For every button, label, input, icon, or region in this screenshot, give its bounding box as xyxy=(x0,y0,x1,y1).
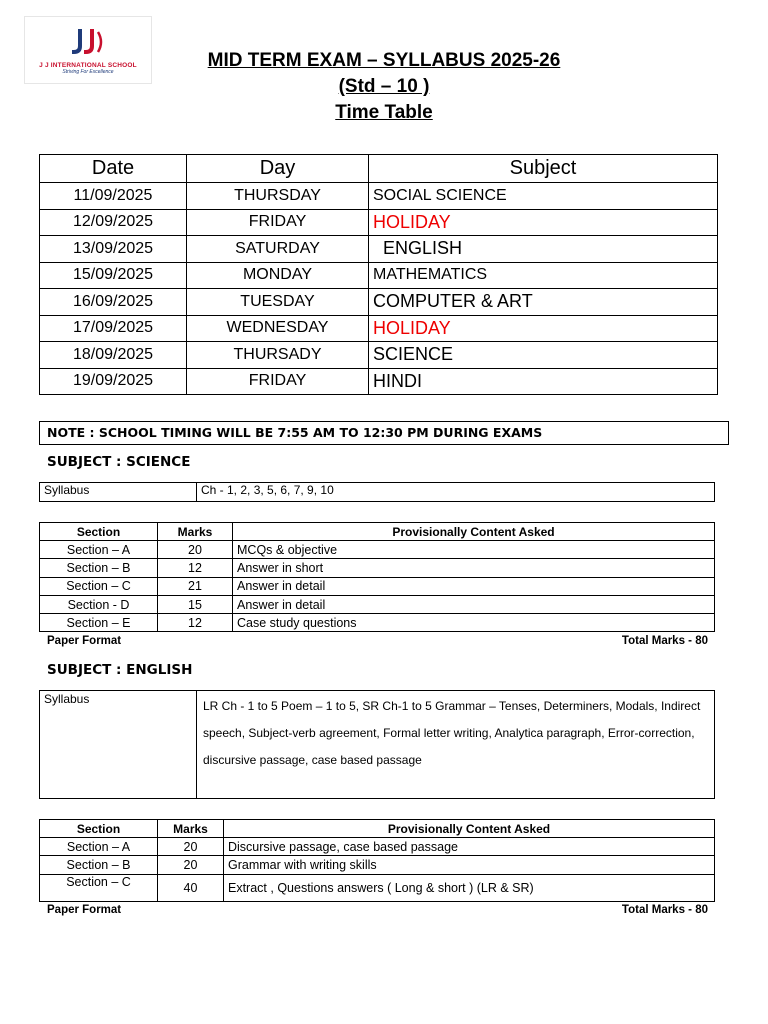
title-line-2: (Std – 10 ) xyxy=(338,76,430,97)
row-subject: COMPUTER & ART xyxy=(369,289,718,316)
english-syllabus-table xyxy=(39,690,715,799)
row-day: SATURDAY xyxy=(187,236,369,263)
table-row xyxy=(40,577,715,595)
table-row xyxy=(40,183,718,210)
row-date: 11/09/2025 xyxy=(40,183,187,210)
syllabus-label: Syllabus xyxy=(40,691,197,799)
row-date: 16/09/2025 xyxy=(40,289,187,316)
section-name: Section – B xyxy=(40,559,158,577)
timetable-header-row xyxy=(40,155,718,183)
table-row xyxy=(40,209,718,236)
col-header-marks: Marks xyxy=(158,523,233,541)
section-marks: 12 xyxy=(158,614,233,632)
title-line-3: Time Table xyxy=(335,102,433,123)
table-row xyxy=(40,838,715,856)
section-name: Section - D xyxy=(40,595,158,613)
title-line-1: MID TERM EXAM – SYLLABUS 2025-26 xyxy=(207,50,561,71)
row-subject: MATHEMATICS xyxy=(369,262,718,289)
section-name: Section – E xyxy=(40,614,158,632)
col-header-content: Provisionally Content Asked xyxy=(224,820,715,838)
section-name: Section – A xyxy=(40,838,158,856)
row-date: 17/09/2025 xyxy=(40,315,187,342)
syllabus-value: Ch - 1, 2, 3, 5, 6, 7, 9, 10 xyxy=(197,483,715,502)
syllabus-label: Syllabus xyxy=(40,483,197,502)
table-row xyxy=(40,289,718,316)
science-sections-table xyxy=(39,522,715,632)
section-marks: 20 xyxy=(158,856,224,874)
section-content: Answer in detail xyxy=(233,595,715,613)
row-day: FRIDAY xyxy=(187,368,369,395)
section-name: Section – A xyxy=(40,541,158,559)
section-content: Grammar with writing skills xyxy=(224,856,715,874)
col-header-subject: Subject xyxy=(369,155,718,183)
science-heading: SUBJECT : SCIENCE xyxy=(47,454,191,470)
section-content: Answer in detail xyxy=(233,577,715,595)
section-content: MCQs & objective xyxy=(233,541,715,559)
section-name: Section – B xyxy=(40,856,158,874)
col-header-marks: Marks xyxy=(158,820,224,838)
col-header-content: Provisionally Content Asked xyxy=(233,523,715,541)
table-row xyxy=(40,368,718,395)
row-subject: SCIENCE xyxy=(369,342,718,369)
col-header-section: Section xyxy=(40,820,158,838)
english-sections-table xyxy=(39,819,715,902)
table-row xyxy=(40,874,715,901)
science-paper-format: Paper Format xyxy=(47,635,122,647)
row-subject-holiday: HOLIDAY xyxy=(369,315,718,342)
section-name: Section – C xyxy=(40,577,158,595)
row-subject: SOCIAL SCIENCE xyxy=(369,183,718,210)
section-marks: 15 xyxy=(158,595,233,613)
table-row xyxy=(40,614,715,632)
table-row xyxy=(40,595,715,613)
table-row xyxy=(40,483,715,502)
row-subject: HINDI xyxy=(369,368,718,395)
logo-tagline: Striving For Excellence xyxy=(62,68,114,75)
row-subject-holiday: HOLIDAY xyxy=(369,209,718,236)
col-header-section: Section xyxy=(40,523,158,541)
english-paper-format: Paper Format xyxy=(47,904,122,916)
science-syllabus-table xyxy=(39,482,715,502)
table-row xyxy=(40,691,715,799)
row-date: 15/09/2025 xyxy=(40,262,187,289)
table-row xyxy=(40,236,718,263)
table-row xyxy=(40,541,715,559)
section-content: Answer in short xyxy=(233,559,715,577)
table-row xyxy=(40,342,718,369)
row-day: THURSDAY xyxy=(187,183,369,210)
row-date: 19/09/2025 xyxy=(40,368,187,395)
row-date: 18/09/2025 xyxy=(40,342,187,369)
english-total-marks: Total Marks - 80 xyxy=(621,904,708,916)
table-row xyxy=(40,315,718,342)
row-day: FRIDAY xyxy=(187,209,369,236)
section-marks: 20 xyxy=(158,838,224,856)
section-content: Extract , Questions answers ( Long & short ) (LR & SR) xyxy=(224,874,715,901)
section-name: Section – C xyxy=(40,874,158,901)
logo-school-name: J J INTERNATIONAL SCHOOL xyxy=(39,61,137,69)
row-day: WEDNESDAY xyxy=(187,315,369,342)
row-date: 13/09/2025 xyxy=(40,236,187,263)
row-day: MONDAY xyxy=(187,262,369,289)
exam-timing-note: NOTE : SCHOOL TIMING WILL BE 7:55 AM TO 12:30 PM DURING EXAMS xyxy=(39,421,729,445)
table-header-row xyxy=(40,523,715,541)
row-date: 12/09/2025 xyxy=(40,209,187,236)
row-subject: ENGLISH xyxy=(369,236,718,263)
section-marks: 40 xyxy=(158,874,224,901)
section-content: Case study questions xyxy=(233,614,715,632)
table-row xyxy=(40,856,715,874)
col-header-day: Day xyxy=(187,155,369,183)
row-day: THURSADY xyxy=(187,342,369,369)
section-marks: 21 xyxy=(158,577,233,595)
col-header-date: Date xyxy=(40,155,187,183)
section-marks: 20 xyxy=(158,541,233,559)
table-row xyxy=(40,262,718,289)
section-content: Discursive passage, case based passage xyxy=(224,838,715,856)
timetable xyxy=(39,154,718,395)
english-heading: SUBJECT : ENGLISH xyxy=(47,662,193,678)
table-header-row xyxy=(40,820,715,838)
row-day: TUESDAY xyxy=(187,289,369,316)
table-row xyxy=(40,559,715,577)
science-total-marks: Total Marks - 80 xyxy=(621,635,708,647)
syllabus-value: LR Ch - 1 to 5 Poem – 1 to 5, SR Ch-1 to 5 Grammar – Tenses, Determiners, Modals, Indirect speech, Subject-verb agreement, Formal letter writing, Analytica paragraph, Error-correction, discursive passage, case based passage xyxy=(197,691,715,799)
section-marks: 12 xyxy=(158,559,233,577)
